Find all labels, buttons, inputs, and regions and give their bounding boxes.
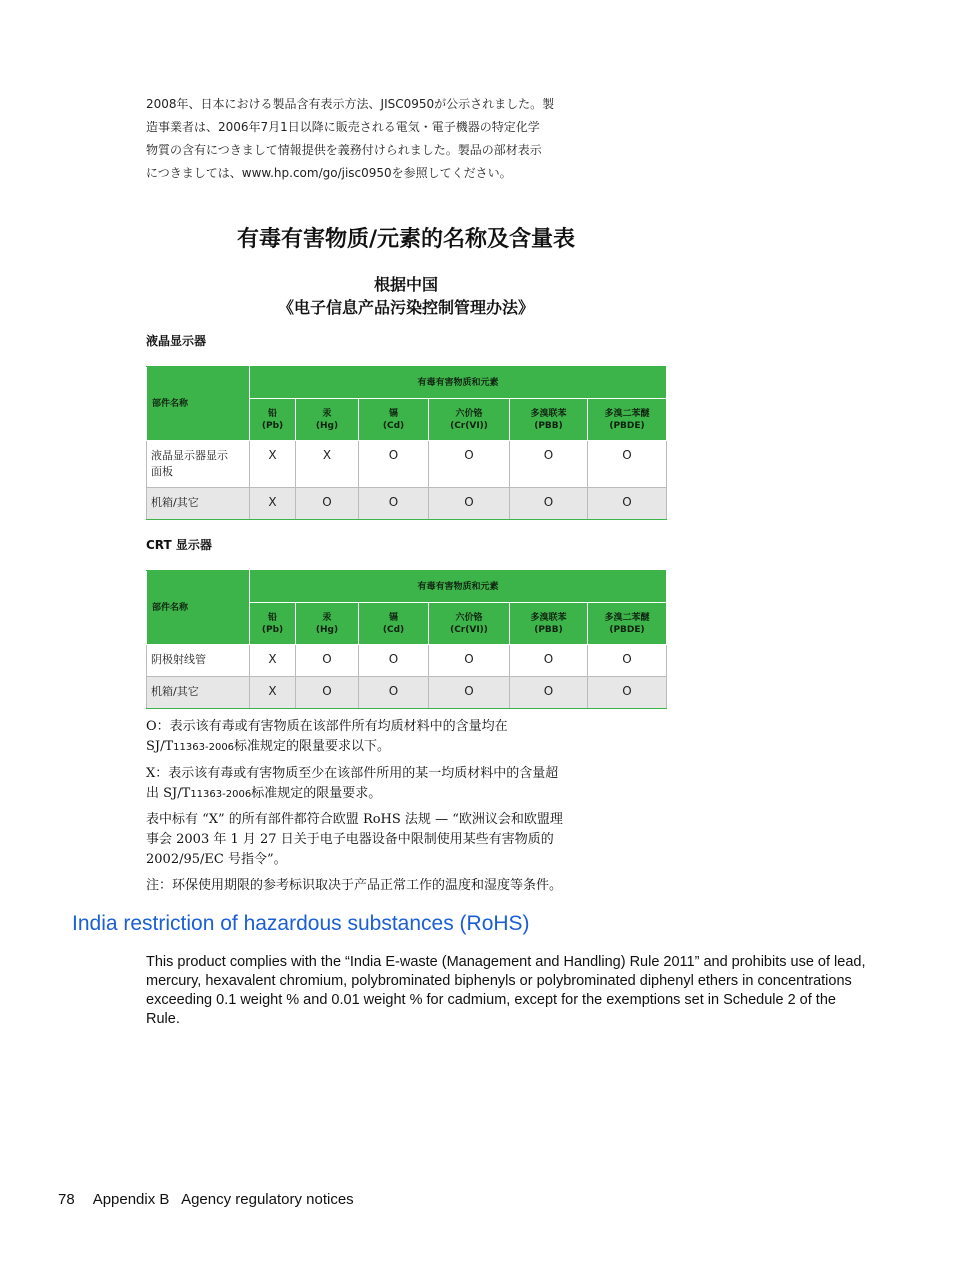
crt-substance-table	[146, 570, 667, 709]
value-cell: X	[250, 441, 296, 488]
part-name-cell: 阴极射线管	[147, 645, 250, 677]
china-table-title: 有毒有害物质/元素的名称及含量表	[236, 227, 576, 252]
lcd-section-label: 液晶显示器	[146, 334, 207, 348]
value-cell: X	[296, 441, 359, 488]
pbb-header: 多溴联苯 (PBB)	[510, 603, 588, 645]
pbde-header: 多溴二苯醚 (PBDE)	[588, 399, 667, 441]
note-x-line-2: 出 SJ/T11363-2006标准规定的限量要求。	[146, 786, 382, 801]
value-cell: O	[510, 677, 588, 709]
note-rohs-line-2: 事会 2003 年 1 月 27 日关于电子电器设备中限制使用某些有害物质的	[146, 832, 554, 847]
substance-group-header: 有毒有害物质和元素	[250, 367, 667, 399]
chromium-header: 六价铬 (Cr(VI))	[429, 399, 510, 441]
india-rohs-paragraph: This product complies with the “India E-waste (Management and Handling) Rule 2011” and prohibits use of lead, mercury, hexavalent chromium, polybrominated biphenyls or polybrominated diphenyl ethers in concentrations exceeding 0.1 weight % and 0.01 weight % for cadmium, except for the exemptions set in Schedule 2 of the Rule.	[146, 954, 866, 1027]
value-cell: O	[359, 645, 429, 677]
india-rohs-heading: India restriction of hazardous substances (RoHS)	[72, 912, 530, 935]
note-footnote: 注：环保使用期限的参考标识取决于产品正常工作的温度和湿度等条件。	[146, 878, 563, 893]
value-cell: O	[429, 441, 510, 488]
chromium-header: 六价铬 (Cr(VI))	[429, 603, 510, 645]
table-row	[147, 441, 667, 488]
footer-text: Appendix B Agency regulatory notices	[92, 1191, 354, 1208]
lead-header: 铅 (Pb)	[250, 603, 296, 645]
cadmium-header: 镉 (Cd)	[359, 399, 429, 441]
value-cell: O	[510, 488, 588, 520]
value-cell: X	[250, 645, 296, 677]
substance-group-header: 有毒有害物质和元素	[250, 571, 667, 603]
value-cell: X	[250, 677, 296, 709]
note-rohs-line-3: 2002/95/EC 号指令”。	[146, 852, 287, 867]
lcd-substance-table	[146, 366, 667, 520]
note-o-line-2: SJ/T11363-2006标准规定的限量要求以下。	[146, 739, 391, 754]
pbb-header: 多溴联苯 (PBB)	[510, 399, 588, 441]
japan-note-line-3: 物質の含有につきまして情報提供を義務付けられました。製品の部材表示	[146, 143, 542, 157]
pbde-header: 多溴二苯醚 (PBDE)	[588, 603, 667, 645]
value-cell: O	[359, 677, 429, 709]
japan-note-line-2: 造事業者は、2006年7月1日以降に販売される電気・電子機器の特定化学	[146, 120, 540, 134]
note-rohs-line-1: 表中标有 “X” 的所有部件都符合欧盟 RoHS 法规 — “欧洲议会和欧盟理	[146, 812, 563, 827]
value-cell: O	[510, 441, 588, 488]
value-cell: O	[588, 488, 667, 520]
table-row	[147, 488, 667, 520]
part-name-cell: 机箱/其它	[147, 488, 250, 520]
value-cell: O	[510, 645, 588, 677]
part-name-header: 部件名称	[147, 571, 250, 645]
value-cell: O	[296, 677, 359, 709]
value-cell: O	[359, 488, 429, 520]
part-name-header: 部件名称	[147, 367, 250, 441]
note-o-line-1: O：表示该有毒或有害物质在该部件所有均质材料中的含量均在	[146, 719, 508, 734]
value-cell: O	[429, 645, 510, 677]
value-cell: O	[588, 677, 667, 709]
note-x-line-1: X：表示该有毒或有害物质至少在该部件所用的某一均质材料中的含量超	[146, 766, 559, 781]
value-cell: O	[296, 488, 359, 520]
part-name-cell: 液晶显示器显示 面板	[147, 441, 250, 488]
lead-header: 铅 (Pb)	[250, 399, 296, 441]
page-number: 78	[58, 1191, 75, 1208]
china-subtitle-line-2: 《电子信息产品污染控制管理办法》	[277, 298, 534, 317]
japan-note-line-1: 2008年、日本における製品含有表示方法、JISC0950が公示されました。製	[146, 97, 555, 111]
mercury-header: 汞 (Hg)	[296, 603, 359, 645]
cadmium-header: 镉 (Cd)	[359, 603, 429, 645]
value-cell: X	[250, 488, 296, 520]
value-cell: O	[429, 488, 510, 520]
china-subtitle-line-1: 根据中国	[373, 275, 438, 294]
value-cell: O	[429, 677, 510, 709]
mercury-header: 汞 (Hg)	[296, 399, 359, 441]
value-cell: O	[588, 645, 667, 677]
part-name-cell: 机箱/其它	[147, 677, 250, 709]
page-footer	[58, 1191, 354, 1208]
value-cell: O	[296, 645, 359, 677]
crt-section-label: CRT 显示器	[146, 538, 212, 552]
value-cell: O	[588, 441, 667, 488]
table-row	[147, 677, 667, 709]
japan-note-line-4: につきましては、www.hp.com/go/jisc0950を参照してください。	[146, 166, 512, 180]
table-row	[147, 645, 667, 677]
value-cell: O	[359, 441, 429, 488]
